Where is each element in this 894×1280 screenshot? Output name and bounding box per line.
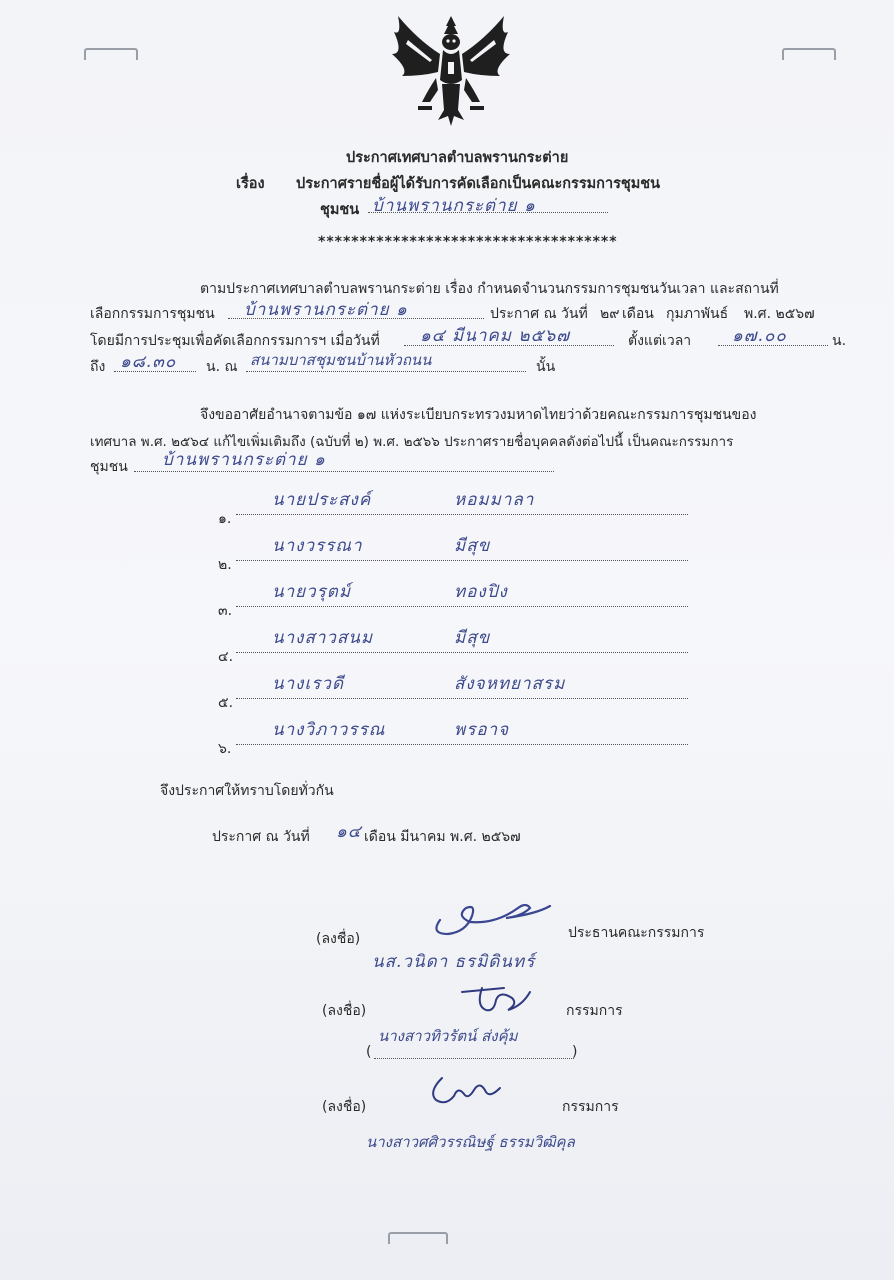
para2-community-label: ชุมชน (90, 459, 128, 475)
para1-nan: นั้น (536, 359, 556, 375)
para1-line1: ตามประกาศเทศบาลตำบลพรานกระต่าย เรื่อง กำหนดจำนวนกรรมการชุมชนวันเวลา และสถานที่ (200, 281, 779, 297)
separator-stars: ************************************ (318, 234, 618, 250)
signature-mark-member-2 (424, 1070, 504, 1110)
member-number: ๑. (218, 511, 232, 527)
member-dotline (236, 698, 688, 699)
signature-paren-open: ( (366, 1044, 372, 1060)
signature-label: (ลงชื่อ) (316, 931, 361, 947)
para1-community-handwritten: บ้านพรานกระต่าย ๑ (244, 300, 408, 320)
member-number: ๒. (218, 557, 232, 573)
closing-date-day: ๑๔ (336, 822, 362, 842)
member-last-name: สังจหทยาสรม (454, 674, 566, 694)
member-number: ๓. (218, 603, 233, 619)
para1-line3-label: โดยมีการประชุมเพื่อคัดเลือกกรรมการฯ เมื่อวันที่ (90, 333, 380, 349)
para1-month: กุมภาพันธ์ (666, 306, 729, 322)
signature-role: ประธานคณะกรรมการ (568, 925, 705, 941)
staple-top-left (84, 48, 138, 60)
para1-unit-na: น. (832, 333, 847, 349)
para1-year: พ.ศ. ๒๕๖๗ (744, 306, 815, 322)
member-first-name: นายประสงค์ (272, 490, 372, 510)
signature-name: นางสาวทิวรัตน์ ส่งคุ้ม (378, 1027, 518, 1045)
member-first-name: นางเรวดี (272, 674, 344, 694)
member-first-name: นายวรุตม์ (272, 582, 352, 602)
para2-line2: เทศบาล พ.ศ. ๒๕๖๔ แก้ไขเพิ่มเติมถึง (ฉบับที่ ๒) พ.ศ. ๒๕๖๖ ประกาศรายชื่อบุคคลดังต่อไปนี้ เป็นคณะกรรมการ (90, 434, 734, 450)
member-dotline (236, 560, 688, 561)
para1-announce-label: ประกาศ ณ วันที่ (490, 306, 588, 322)
member-last-name: มีสุข (454, 628, 491, 648)
member-last-name: มีสุข (454, 536, 491, 556)
para1-month-label: เดือน (622, 306, 654, 322)
member-number: ๖. (218, 741, 232, 757)
signature-mark-member-1 (456, 980, 536, 1020)
signature-mark-chairman (426, 894, 566, 944)
member-last-name: พรอาจ (454, 720, 510, 740)
member-first-name: นางวรรณา (272, 536, 363, 556)
signature-role: กรรมการ (562, 1099, 619, 1115)
para1-announce-day: ๒๙ (600, 306, 620, 322)
announcement-title: ประกาศเทศบาลตำบลพรานกระต่าย (346, 150, 569, 166)
para1-start-time: ๑๗.๐๐ (732, 326, 787, 346)
signature-name: นางสาวศศิวรรณิษฐ์ ธรรมวิฒิคุล (366, 1133, 575, 1151)
closing-date-month: เดือน มีนาคม พ.ศ. ๒๕๖๗ (364, 829, 521, 845)
member-first-name: นางวิภาวรรณ (272, 720, 386, 740)
signature-name: นส.วนิดา ธรมิดินทร์ (372, 952, 536, 972)
member-number: ๕. (218, 695, 234, 711)
signature-label: (ลงชื่อ) (322, 1099, 367, 1115)
member-dotline (236, 744, 688, 745)
para1-end-time: ๑๘.๓๐ (120, 352, 177, 372)
member-last-name: หอมมาลา (454, 490, 535, 510)
staple-top-right (782, 48, 836, 60)
para1-meeting-date: ๑๔ มีนาคม ๒๕๖๗ (420, 326, 571, 346)
member-first-name: นางสาวสนม (272, 628, 374, 648)
subject-label: เรื่อง (236, 176, 265, 192)
staple-bottom (388, 1232, 448, 1244)
para1-line4-label: ถึง (90, 359, 106, 375)
para1-start-label: ตั้งแต่เวลา (628, 333, 692, 349)
signature-paren-close: ) (572, 1044, 578, 1060)
para2-line1: จึงขออาศัยอำนาจตามข้อ ๑๗ แห่งระเบียบกระทรวงมหาดไทยว่าด้วยคณะกรรมการชุมชนของ (200, 407, 757, 423)
signature-role: กรรมการ (566, 1003, 623, 1019)
closing-date-label: ประกาศ ณ วันที่ (212, 829, 310, 845)
garuda-emblem-icon (388, 10, 514, 130)
member-last-name: ทองปิง (454, 582, 508, 602)
member-dotline (236, 514, 688, 515)
para2-community-handwritten: บ้านพรานกระต่าย ๑ (162, 450, 326, 470)
signature-dotline (374, 1058, 574, 1059)
closing-announce: จึงประกาศให้ทราบโดยทั่วกัน (160, 783, 334, 799)
member-dotline (236, 606, 688, 607)
para1-place: สนามบาสชุมชนบ้านหัวถนน (250, 351, 432, 369)
para1-at-label: น. ณ (206, 359, 238, 375)
member-number: ๔. (218, 649, 234, 665)
para1-line2-label: เลือกกรรมการชุมชน (90, 306, 215, 322)
community-label: ชุมชน (320, 202, 360, 218)
community-handwritten: บ้านพรานกระต่าย ๑ (372, 196, 536, 216)
subject-text: ประกาศรายชื่อผู้ได้รับการคัดเลือกเป็นคณะกรรมการชุมชน (296, 176, 661, 192)
member-dotline (236, 652, 688, 653)
signature-label: (ลงชื่อ) (322, 1003, 367, 1019)
